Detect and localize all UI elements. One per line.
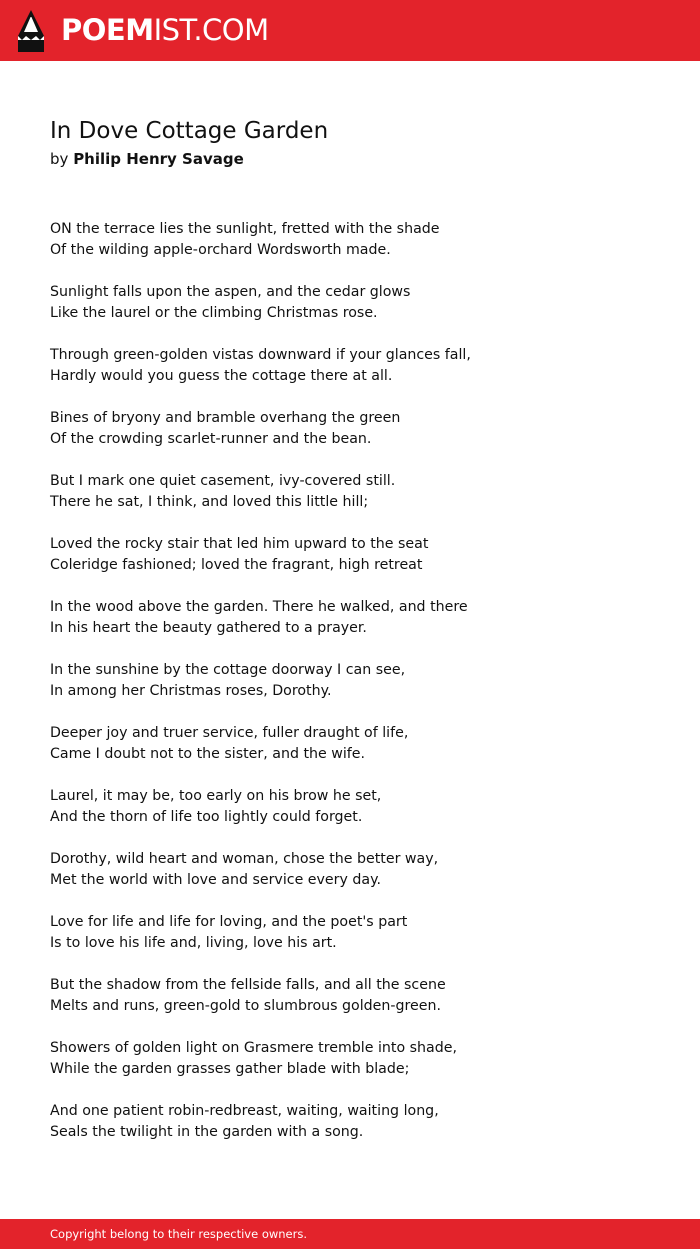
stanza: [50, 975, 670, 1017]
poem-line: Like the laurel or the climbing Christmas rose.: [50, 305, 378, 321]
poem-line: Melts and runs, green-gold to slumbrous golden-green.: [50, 998, 442, 1014]
stanza: [50, 723, 670, 765]
stanza: [50, 912, 670, 954]
poem-line: Is to love his life and, living, love his art.: [50, 935, 337, 951]
by-label: by: [50, 150, 69, 168]
poem-line: Love for life and life for loving, and the poet's part: [50, 914, 408, 930]
stanza: [50, 660, 670, 702]
pencil-tip-icon[interactable]: [18, 10, 44, 52]
author-name: Philip Henry Savage: [73, 150, 244, 168]
poem-body: [50, 219, 670, 1164]
poem-line: There he sat, I think, and loved this little hill;: [50, 494, 369, 510]
stanza: [50, 786, 670, 828]
poem-line: Seals the twilight in the garden with a song.: [50, 1124, 364, 1140]
poem-line: Bines of bryony and bramble overhang the green: [50, 410, 401, 426]
stanza: [50, 1038, 670, 1080]
poem-line: In his heart the beauty gathered to a prayer.: [50, 620, 367, 636]
poem-line: Showers of golden light on Grasmere tremble into shade,: [50, 1040, 457, 1056]
poem-line: In the sunshine by the cottage doorway I can see,: [50, 662, 406, 678]
site-logo[interactable]: [61, 12, 269, 48]
stanza: [50, 345, 670, 387]
poem-header: [50, 116, 650, 172]
poem-title: In Dove Cottage Garden: [50, 118, 329, 144]
poem-line: Coleridge fashioned; loved the fragrant, high retreat: [50, 557, 423, 573]
stanza: [50, 849, 670, 891]
poem-line: Loved the rocky stair that led him upward to the seat: [50, 536, 429, 552]
site-footer: [0, 1219, 700, 1249]
stanza: [50, 1101, 670, 1143]
byline: [50, 146, 650, 172]
poem-line: ON the terrace lies the sunlight, fretted with the shade: [50, 221, 440, 237]
poem-line: Deeper joy and truer service, fuller draught of life,: [50, 725, 409, 741]
poem-line: And one patient robin-redbreast, waiting, waiting long,: [50, 1103, 439, 1119]
poem-line: But the shadow from the fellside falls, and all the scene: [50, 977, 446, 993]
stanza: [50, 597, 670, 639]
poem-line: Met the world with love and service every day.: [50, 872, 381, 888]
poem-line: Laurel, it may be, too early on his brow he set,: [50, 788, 382, 804]
poem-line: Through green-golden vistas downward if your glances fall,: [50, 347, 471, 363]
poem-line: In the wood above the garden. There he walked, and there: [50, 599, 468, 615]
poem-line: But I mark one quiet casement, ivy-covered still.: [50, 473, 396, 489]
poem-line: In among her Christmas roses, Dorothy.: [50, 683, 332, 699]
stanza: [50, 471, 670, 513]
logo-bold-text: POEM: [61, 13, 154, 47]
poem-line: Of the crowding scarlet-runner and the bean.: [50, 431, 372, 447]
poem-line: Hardly would you guess the cottage there at all.: [50, 368, 393, 384]
stanza: [50, 408, 670, 450]
poem-line: Of the wilding apple-orchard Wordsworth made.: [50, 242, 391, 258]
poem-line: Sunlight falls upon the aspen, and the cedar glows: [50, 284, 411, 300]
site-header: [0, 0, 700, 61]
copyright-text: Copyright belong to their respective owners.: [50, 1227, 308, 1241]
logo-light-text: IST.COM: [153, 13, 269, 47]
poem-line: Dorothy, wild heart and woman, chose the better way,: [50, 851, 439, 867]
stanza: [50, 219, 670, 261]
stanza: [50, 282, 670, 324]
poem-line: While the garden grasses gather blade with blade;: [50, 1061, 410, 1077]
poem-line: Came I doubt not to the sister, and the wife.: [50, 746, 366, 762]
poem-line: And the thorn of life too lightly could forget.: [50, 809, 363, 825]
stanza: [50, 534, 670, 576]
